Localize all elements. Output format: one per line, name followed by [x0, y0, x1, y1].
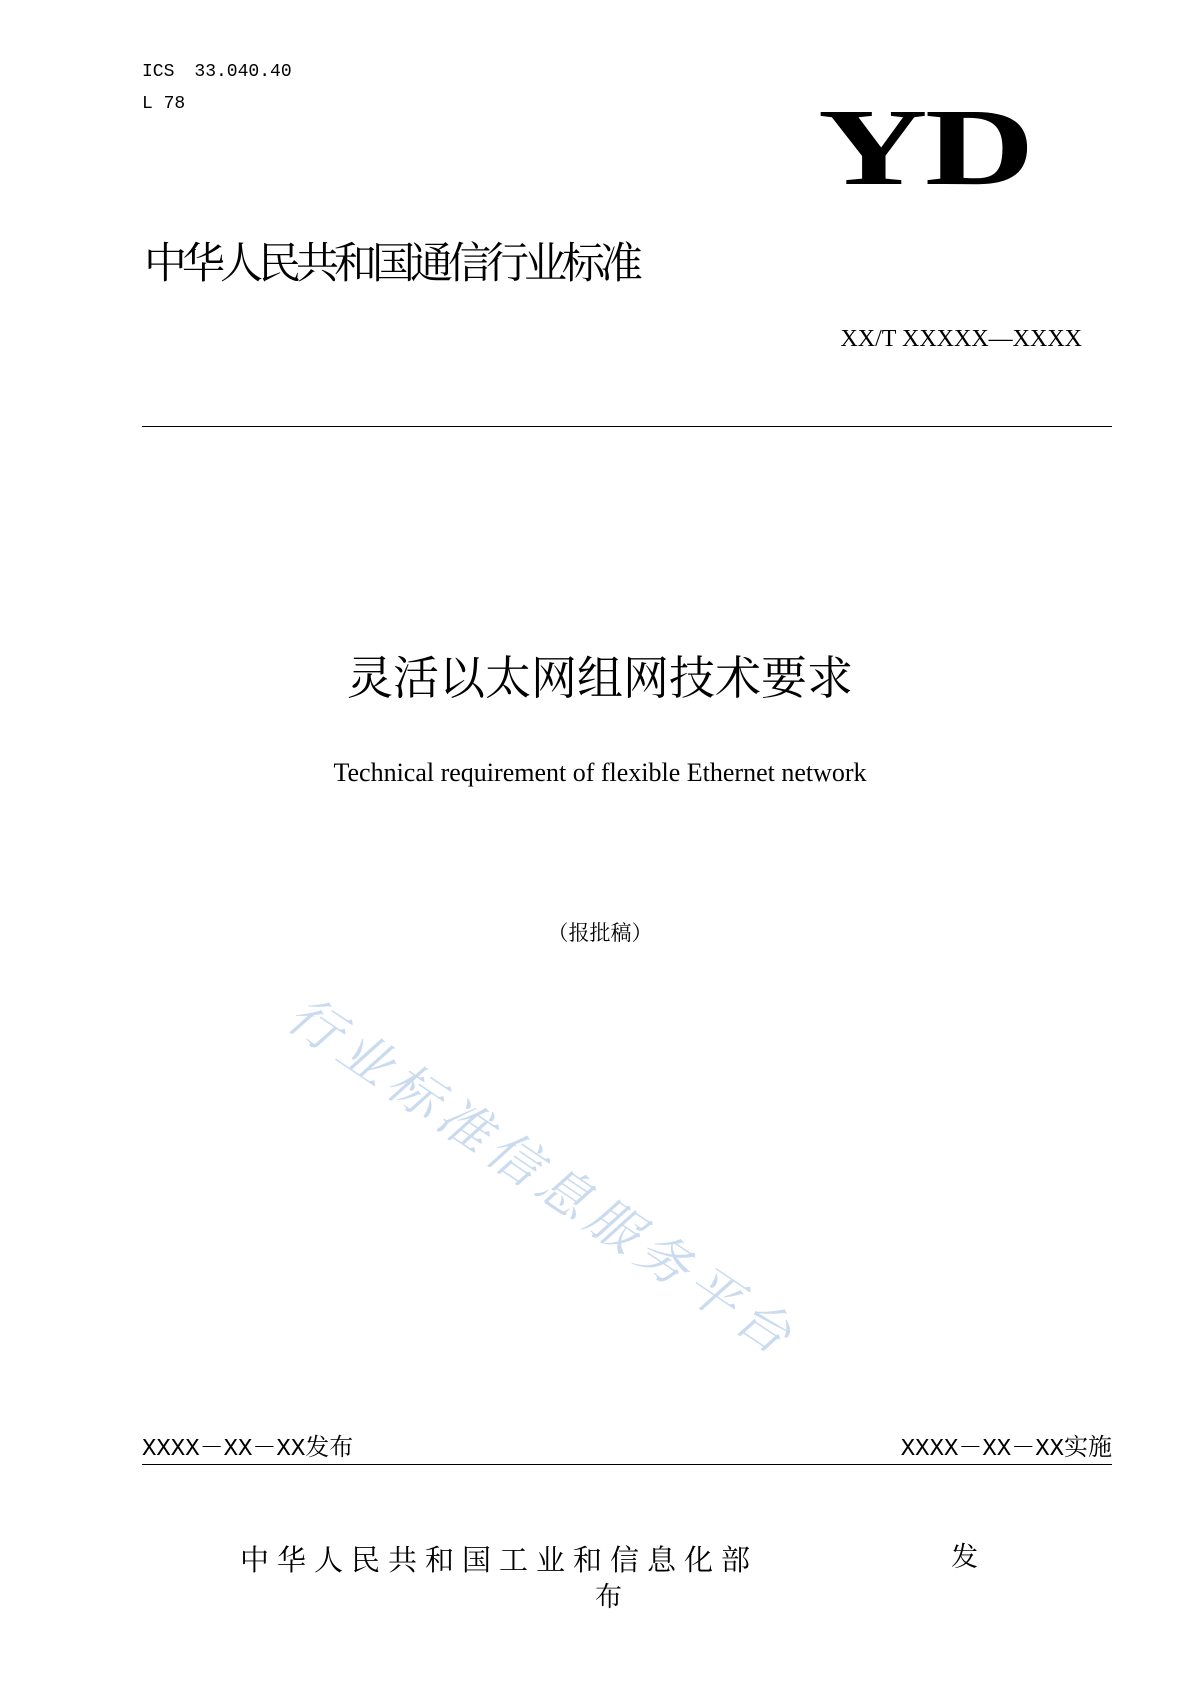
standard-number: XX/T XXXXX—XXXX [840, 326, 1082, 352]
draft-status: （报批稿） [547, 921, 653, 945]
publish-date-line [142, 1431, 353, 1466]
effective-date: XXXX－XX－XX [900, 1436, 1064, 1463]
publish-label: 发布 [305, 1433, 354, 1461]
ccs-code: 78 [163, 94, 186, 114]
watermark: 行业标准信息服务平台 [276, 985, 808, 1371]
ics-classification [142, 60, 292, 84]
top-divider [142, 426, 1112, 427]
effective-date-line [901, 1431, 1112, 1466]
org-title: 中华人民共和国通信行业标准 [144, 239, 638, 289]
issuing-authority: 中华人民共和国工业和信息化部 [240, 1543, 759, 1577]
ics-code: 33.040.40 [194, 62, 292, 82]
document-title-cn: 灵活以太网组网技术要求 [347, 651, 853, 705]
document-title-en: Technical requirement of flexible Ethernet network [333, 758, 867, 787]
ccs-classification [142, 92, 185, 116]
issue-word-part2: 布 [595, 1582, 622, 1613]
ccs-letter: L [142, 94, 153, 114]
bottom-divider [142, 1464, 1112, 1465]
issue-word-part1: 发 [951, 1542, 978, 1573]
publish-date: XXXX－XX－XX [142, 1436, 306, 1463]
effective-label: 实施 [1064, 1433, 1112, 1461]
yd-logo: YD [818, 86, 1032, 208]
ics-label: ICS [142, 62, 175, 82]
